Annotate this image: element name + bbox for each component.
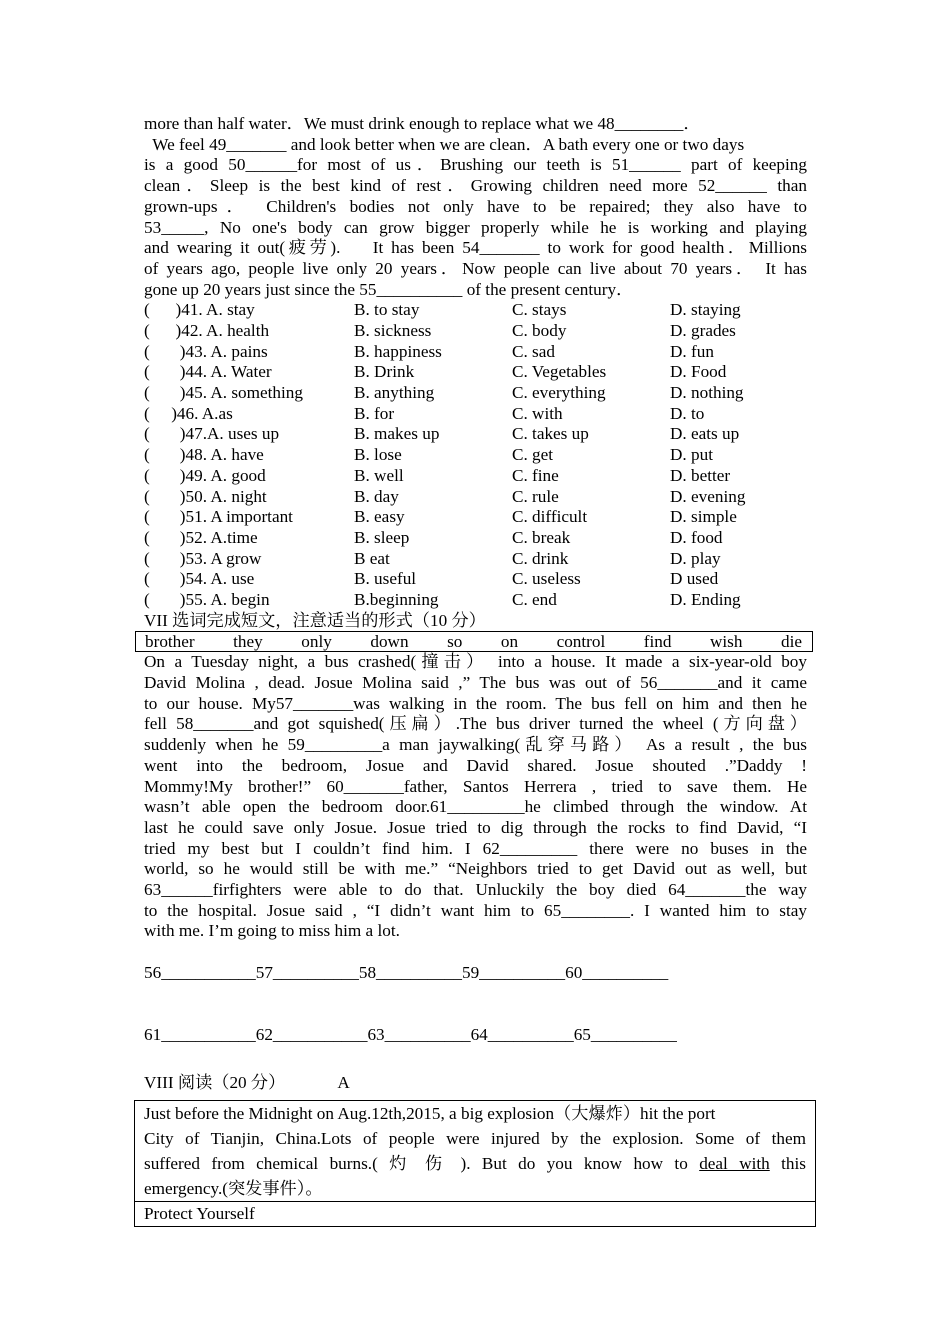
option-b: B. well: [354, 465, 404, 485]
option-d: D. put: [670, 445, 713, 465]
option-d: D. better: [670, 465, 731, 485]
answer-blanks-row-2[interactable]: 61___________62___________63__________64__________65__________: [144, 1024, 677, 1044]
option-d: D. simple: [670, 507, 737, 527]
passage-line: gone up 20 years just since the 55__________ of the present century．: [144, 279, 634, 299]
passage-line: We feel 49_______ and look better when we are clean．A bath every one or two days: [144, 134, 745, 154]
question-row: [144, 590, 807, 611]
question-row: [144, 362, 807, 383]
option-b: B. useful: [354, 569, 417, 589]
passage-line: of years ago, people live only 20 years．Now people can live about 70 years． It has: [144, 258, 807, 278]
question-row: [144, 342, 807, 363]
option-d: D. eats up: [670, 424, 740, 444]
question-row: [144, 569, 807, 590]
passage-line: tried my best but I couldn’t find him. I 62_________ there were no buses in the: [144, 838, 807, 858]
reading-subheading: Protect Yourself: [135, 1201, 815, 1226]
option-c: C. stays: [512, 300, 567, 320]
underlined-phrase: deal with: [699, 1154, 770, 1173]
passage-2: [144, 652, 807, 942]
reading-line: City of Tianjin, China.Lots of people were injured by the explosion. Some of them: [144, 1129, 806, 1148]
question-row: [144, 528, 807, 549]
passage-line: world, so he would still be with me.” “Neighbors tried to get David out as well, but: [144, 859, 807, 879]
option-b: B. for: [354, 403, 395, 423]
option-c: C. break: [512, 527, 571, 547]
passage-line: 63______firfighters were able to do that. Unluckily the boy died 64_______the way: [144, 880, 807, 900]
option-c: C. with: [512, 403, 563, 423]
option-c: C. useless: [512, 569, 581, 589]
option-b: B.beginning: [354, 589, 439, 609]
option-b: B. easy: [354, 507, 405, 527]
question-stem-option-a: ( )44. A. Water: [144, 362, 272, 382]
reading-line: emergency.(突发事件）。: [144, 1179, 323, 1198]
question-row: [144, 300, 807, 321]
worksheet-page: [144, 114, 807, 1093]
answer-blanks-row-1[interactable]: 56___________57__________58__________59__________60__________: [144, 962, 669, 982]
passage-line: Mommy!My brother!” 60_______father, Santos Herrera , tried to save them. He: [144, 776, 807, 796]
passage-1: [144, 114, 807, 300]
option-b: B. anything: [354, 383, 435, 403]
word-bank-item: down: [370, 632, 409, 652]
passage-line: fell 58_______and got squished(压扁）.The bus driver turned the wheel (方向盘）: [144, 714, 807, 734]
word-bank-item: only: [301, 632, 332, 652]
passage-line: with me. I’m going to miss him a lot.: [144, 921, 400, 941]
option-d: D. play: [670, 548, 721, 568]
word-bank-item: they: [233, 632, 263, 652]
word-bank-item: control: [556, 632, 606, 652]
option-c: C. sad: [512, 341, 555, 361]
question-stem-option-a: ( )43. A. pains: [144, 341, 268, 361]
word-bank-item: brother: [145, 632, 195, 652]
question-stem-option-a: ( )53. A grow: [144, 548, 262, 568]
option-b: B eat: [354, 548, 390, 568]
passage-line: David Molina , dead. Josue Molina said ,” The bus was out of 56_______and it came: [144, 673, 807, 693]
word-bank-item: on: [500, 632, 519, 652]
section-8-label: VIII 阅读（20 分）: [144, 1072, 286, 1092]
word-bank: [135, 631, 813, 652]
word-bank-item: so: [447, 632, 463, 652]
option-b: B. happiness: [354, 341, 442, 361]
option-b: B. Drink: [354, 362, 415, 382]
multiple-choice-list: [144, 300, 807, 610]
option-d: D. staying: [670, 300, 741, 320]
question-stem-option-a: ( )52. A.time: [144, 527, 258, 547]
reading-box: [134, 1100, 816, 1227]
passage-line: went into the bedroom, Josue and David shared. Josue shouted .”Daddy !: [144, 755, 807, 775]
passage-line: wasn’t able open the bedroom door.61_________he climbed through the window. At: [144, 797, 807, 817]
question-stem-option-a: ( )47.A. uses up: [144, 424, 280, 444]
question-row: [144, 321, 807, 342]
passage-line: clean．Sleep is the best kind of rest．Growing children need more 52______ than: [144, 176, 807, 196]
question-stem-option-a: ( )42. A. health: [144, 321, 270, 341]
option-d: D. fun: [670, 341, 714, 361]
option-c: C. end: [512, 589, 557, 609]
reading-intro: [135, 1101, 815, 1201]
reading-line: Just before the Midnight on Aug.12th,2015, a big explosion（大爆炸）hit the port: [144, 1104, 716, 1123]
option-d: D. nothing: [670, 383, 744, 403]
option-c: C. takes up: [512, 424, 589, 444]
option-d: D. Ending: [670, 589, 741, 609]
option-c: C. everything: [512, 383, 606, 403]
question-row: [144, 549, 807, 570]
question-row: [144, 466, 807, 487]
question-row: [144, 487, 807, 508]
section-8-title: [144, 1073, 807, 1094]
question-stem-option-a: ( )48. A. have: [144, 445, 264, 465]
option-b: B. lose: [354, 445, 402, 465]
passage-line: 53_____, No one's body can grow bigger properly while he is working and playing: [144, 217, 807, 237]
question-stem-option-a: ( )54. A. use: [144, 569, 255, 589]
question-row: [144, 445, 807, 466]
option-c: C. get: [512, 445, 554, 465]
passage-line: On a Tuesday night, a bus crashed(撞击） into a house. It made a six-year-old boy: [144, 652, 807, 672]
option-c: C. rule: [512, 486, 559, 506]
option-d: D. Food: [670, 362, 727, 382]
question-stem-option-a: ( )55. A. begin: [144, 589, 270, 609]
option-d: D. evening: [670, 486, 746, 506]
option-b: B. sleep: [354, 527, 410, 547]
question-stem-option-a: ( )49. A. good: [144, 465, 266, 485]
question-stem-option-a: ( )50. A. night: [144, 486, 267, 506]
question-stem-option-a: ( )41. A. stay: [144, 300, 255, 320]
option-b: B. makes up: [354, 424, 440, 444]
option-d: D. grades: [670, 321, 736, 341]
option-c: C. body: [512, 321, 567, 341]
question-row: [144, 383, 807, 404]
passage-line: is a good 50______for most of us．Brushing our teeth is 51______ part of keeping: [144, 155, 807, 175]
section-8-part: A: [337, 1072, 350, 1092]
option-c: C. drink: [512, 548, 569, 568]
question-row: [144, 404, 807, 425]
option-c: C. Vegetables: [512, 362, 607, 382]
question-stem-option-a: ( )51. A important: [144, 507, 293, 527]
question-stem-option-a: ( )45. A. something: [144, 383, 303, 403]
passage-line: grown-ups． Children's bodies not only have to be repaired; they also have to: [144, 196, 807, 216]
passage-line: and wearing it out(疲劳). It has been 54_______ to work for good health．Millions: [144, 238, 807, 258]
reading-text: this: [769, 1154, 806, 1173]
reading-line: [144, 1151, 806, 1176]
section-7-title: VII 选词完成短文，注意适当的形式（10 分）: [144, 610, 486, 630]
option-d: D. to: [670, 403, 705, 423]
question-stem-option-a: ( )46. A.as: [144, 403, 233, 423]
word-bank-item: wish: [709, 632, 743, 652]
word-bank-item: die: [780, 632, 802, 652]
option-d: D. food: [670, 527, 723, 547]
question-row: [144, 507, 807, 528]
option-c: C. fine: [512, 465, 559, 485]
passage-line: to our house. My57_______was walking in the room. The bus fell on him and then he: [144, 693, 807, 713]
option-b: B. sickness: [354, 321, 432, 341]
question-row: [144, 424, 807, 445]
option-b: B. to stay: [354, 300, 420, 320]
passage-line: last he could save only Josue. Josue tried to dig through the rocks to find David, “I: [144, 817, 807, 837]
passage-line: suddenly when he 59_________a man jaywalking(乱穿马路） As a result , the bus: [144, 735, 807, 755]
passage-line: to the hospital. Josue said , “I didn’t want him to 65________. I wanted him to stay: [144, 900, 807, 920]
passage-line: more than half water．We must drink enough to replace what we 48________．: [144, 114, 701, 133]
option-d: D used: [670, 569, 719, 589]
option-c: C. difficult: [512, 507, 588, 527]
option-b: B. day: [354, 486, 399, 506]
reading-text: suffered from chemical burns.( 灼 伤 ). But do you know how to: [144, 1154, 700, 1173]
word-bank-item: find: [643, 632, 672, 652]
